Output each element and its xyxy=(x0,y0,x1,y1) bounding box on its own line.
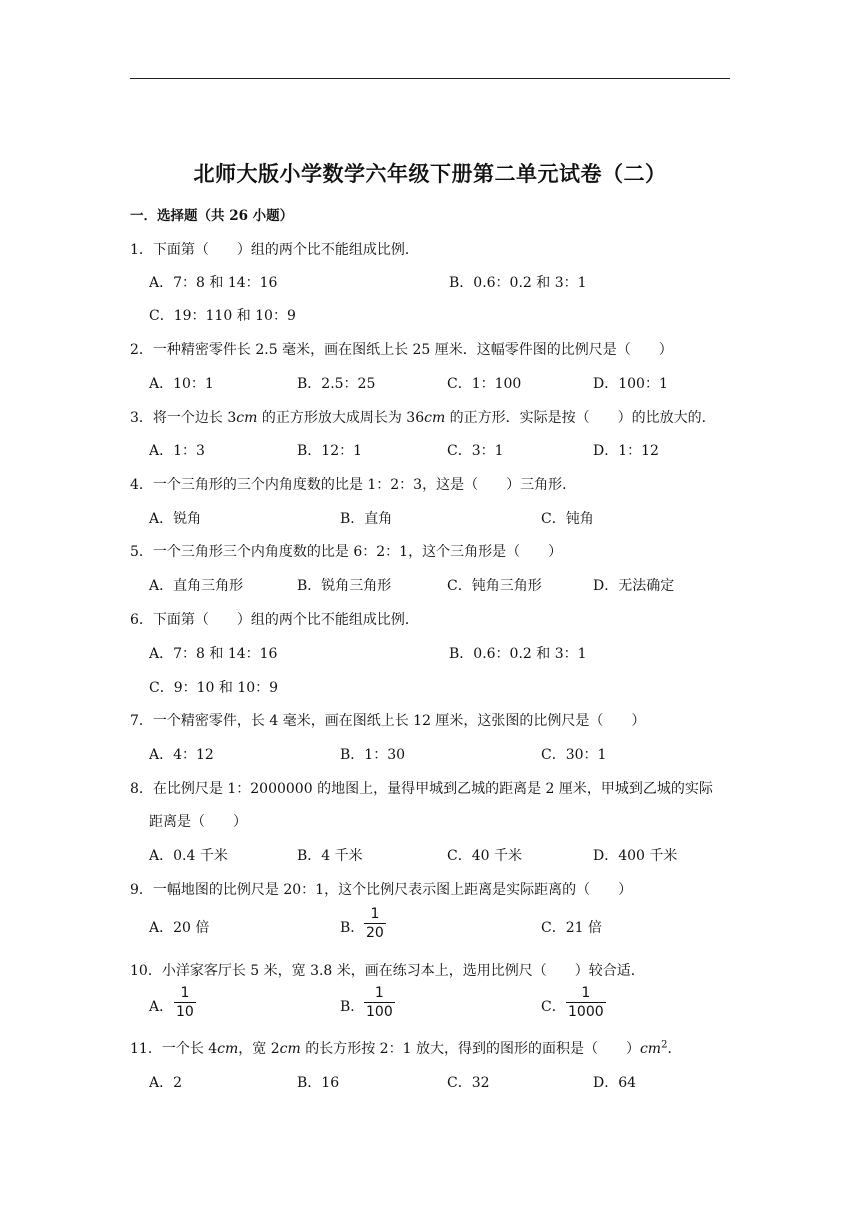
question-3-option-a[interactable]: A．1：3 xyxy=(149,443,205,459)
question-2-option-b[interactable]: B．2.5：25 xyxy=(297,376,376,392)
question-10-option-a[interactable]: A． xyxy=(149,999,174,1015)
fraction-denominator: 20 xyxy=(366,925,384,941)
question-2-stem: 2．一种精密零件长 2.5 毫米，画在图纸上长 25 厘米．这幅零件图的比例尺是（ ） xyxy=(130,342,673,358)
question-8-option-a[interactable]: A．0.4 千米 xyxy=(149,848,228,864)
question-11-option-b[interactable]: B．16 xyxy=(297,1075,340,1091)
question-9-option-a[interactable]: A．20 倍 xyxy=(149,920,210,936)
question-8-stem: 8．在比例尺是 1：2000000 的地图上，量得甲城到乙城的距离是 2 厘米，甲城到乙城的实际 xyxy=(130,781,713,797)
fraction-denominator: 1000 xyxy=(568,1004,604,1020)
fraction-numerator: 1 xyxy=(174,985,196,1003)
question-6-stem: 6．下面第（ ）组的两个比不能组成比例． xyxy=(130,612,419,628)
question-11-option-a[interactable]: A．2 xyxy=(149,1075,183,1091)
question-6-option-b[interactable]: B．0.6：0.2 和 3：1 xyxy=(449,646,587,662)
question-2-option-a[interactable]: A．10：1 xyxy=(149,376,214,392)
question-7-stem: 7．一个精密零件，长 4 毫米，画在图纸上长 12 厘米，这张图的比例尺是（ ） xyxy=(130,713,646,729)
question-7-option-c[interactable]: C．30：1 xyxy=(541,747,607,763)
question-8-option-d[interactable]: D．400 千米 xyxy=(593,848,678,864)
page-title: 北师大版小学数学六年级下册第二单元试卷（二） xyxy=(193,162,667,186)
stem-part: 3．将一个边长 3 xyxy=(130,410,237,426)
question-1-option-b[interactable]: B．0.6：0.2 和 3：1 xyxy=(449,275,587,291)
question-1-stem: 1．下面第（ ）组的两个比不能组成比例． xyxy=(130,242,419,258)
stem-part: 的正方形．实际是按（ ）的比放大的． xyxy=(445,410,716,426)
question-3-option-b[interactable]: B．12：1 xyxy=(297,443,363,459)
question-11-option-c[interactable]: C．32 xyxy=(447,1075,490,1091)
fraction-numerator: 1 xyxy=(566,985,606,1003)
question-10-option-a-fraction xyxy=(174,985,196,1020)
question-2-option-c[interactable]: C．1：100 xyxy=(447,376,522,392)
question-8-option-b[interactable]: B．4 千米 xyxy=(297,848,363,864)
question-5-stem: 5．一个三角形三个内角度数的比是 6：2：1，这个三角形是（ ） xyxy=(130,544,563,560)
question-10-option-b-fraction xyxy=(364,985,395,1020)
question-4-option-a[interactable]: A．锐角 xyxy=(149,511,202,527)
question-8-stem-cont: 距离是（ ） xyxy=(149,814,247,830)
question-7-option-a[interactable]: A．4：12 xyxy=(149,747,214,763)
section-heading: 一．选择题（共 26 小题） xyxy=(130,208,294,224)
question-1-option-a[interactable]: A．7：8 和 14：16 xyxy=(149,275,278,291)
question-5-option-a[interactable]: A．直角三角形 xyxy=(149,578,244,594)
question-4-option-c[interactable]: C．钝角 xyxy=(541,511,594,527)
stem-part: ，宽 2 xyxy=(238,1041,280,1057)
fraction-numerator: 1 xyxy=(364,985,395,1003)
fraction-numerator: 1 xyxy=(364,906,386,924)
question-10-option-b[interactable]: B． xyxy=(340,999,365,1015)
unit-cm: cm xyxy=(279,1041,301,1057)
question-3-option-c[interactable]: C．3：1 xyxy=(447,443,504,459)
question-3-option-d[interactable]: D．1：12 xyxy=(593,443,659,459)
stem-part: 11．一个长 4 xyxy=(130,1041,218,1057)
question-6-option-c[interactable]: C．9：10 和 10：9 xyxy=(149,680,279,696)
question-11-stem xyxy=(130,1038,681,1058)
unit-cm: cm xyxy=(639,1041,662,1057)
question-5-option-b[interactable]: B．锐角三角形 xyxy=(297,578,392,594)
question-8-option-c[interactable]: C．40 千米 xyxy=(447,848,522,864)
question-9-option-b[interactable]: B． xyxy=(340,920,365,936)
question-6-option-a[interactable]: A．7：8 和 14：16 xyxy=(149,646,278,662)
question-10-stem: 10．小洋家客厅长 5 米，宽 3.8 米，画在练习本上，选用比例尺（ ）较合适． xyxy=(130,963,645,979)
question-1-option-c[interactable]: C．19：110 和 10：9 xyxy=(149,308,296,324)
fraction-denominator: 100 xyxy=(366,1004,393,1020)
question-7-option-b[interactable]: B．1：30 xyxy=(340,747,406,763)
question-4-option-b[interactable]: B．直角 xyxy=(340,511,393,527)
question-3-stem xyxy=(130,407,716,427)
question-5-option-d[interactable]: D．无法确定 xyxy=(593,578,675,594)
stem-part: 的长方形按 2：1 放大，得到的图形的面积是（ ） xyxy=(300,1041,640,1057)
unit-cm: cm xyxy=(236,410,258,426)
question-2-option-d[interactable]: D．100：1 xyxy=(593,376,668,392)
question-10-option-c-fraction xyxy=(566,985,606,1020)
question-9-option-b-fraction xyxy=(364,906,386,941)
superscript: 2 xyxy=(661,1039,668,1051)
unit-cm: cm xyxy=(424,410,446,426)
fraction-denominator: 10 xyxy=(176,1004,194,1020)
stem-part: ． xyxy=(667,1041,682,1057)
unit-cm: cm xyxy=(217,1041,239,1057)
stem-part: 的正方形放大成周长为 36 xyxy=(257,410,425,426)
question-4-stem: 4．一个三角形的三个内角度数的比是 1：2：3，这是（ ）三角形． xyxy=(130,477,577,493)
question-5-option-c[interactable]: C．钝角三角形 xyxy=(447,578,542,594)
question-9-stem: 9．一幅地图的比例尺是 20：1，这个比例尺表示图上距离是实际距离的（ ） xyxy=(130,882,633,898)
question-9-option-c[interactable]: C．21 倍 xyxy=(541,920,602,936)
header-rule xyxy=(130,78,730,79)
question-11-option-d[interactable]: D．64 xyxy=(593,1075,637,1091)
question-10-option-c[interactable]: C． xyxy=(541,999,566,1015)
